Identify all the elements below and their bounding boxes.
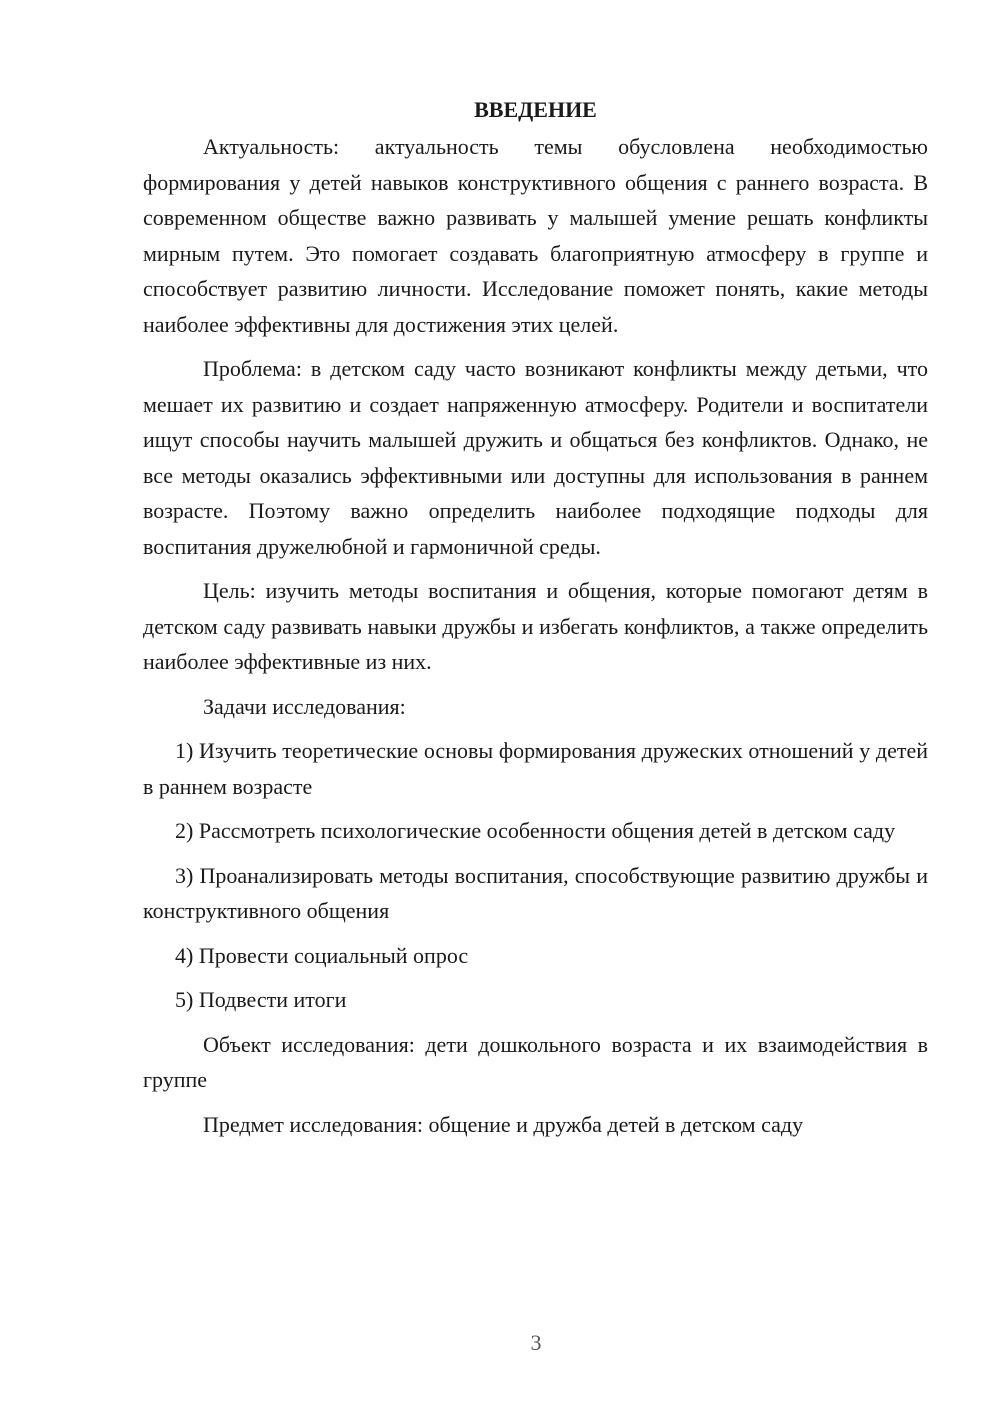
list-item <box>143 938 928 974</box>
task-number: 1) <box>175 738 194 763</box>
problem-paragraph: Проблема: в детском саду часто возникают конфликты между детьми, что мешает их развитию и создает напряженную атмосферу. Родители и воспитатели ищут способы научить малышей дружить и общаться без конфликтов. Однако, не все методы оказались эффективными или доступны для использования в раннем возрасте. Поэтому важно определить наиболее подходящие подходы для воспитания дружелюбной и гармоничной среды. <box>143 356 928 559</box>
list-item <box>143 858 928 929</box>
task-text: Проанализировать методы воспитания, способствующие развитию дружбы и конструктивного общения <box>143 862 928 923</box>
list-item <box>143 982 928 1018</box>
goal-paragraph: Цель: изучить методы воспитания и общения, которые помогают детям в детском саду развивать навыки дружбы и избегать конфликтов, а также определить наиболее эффективные из них. <box>143 578 928 674</box>
task-number: 2) <box>175 818 194 843</box>
tasks-heading: Задачи исследования: <box>203 693 406 719</box>
list-item <box>143 813 928 849</box>
task-number: 3) <box>175 862 194 888</box>
task-number: 5) <box>175 987 194 1012</box>
tasks-list <box>143 733 928 1018</box>
object-paragraph: Объект исследования: дети дошкольного возраста и их взаимодействия в группе <box>143 1031 928 1092</box>
task-text: Провести социальный опрос <box>198 942 469 968</box>
page-number: 3 <box>530 1330 542 1355</box>
list-item <box>143 733 928 804</box>
subject-paragraph: Предмет исследования: общение и дружба детей в детском саду <box>203 1111 804 1137</box>
section-heading: ВВЕДЕНИЕ <box>474 97 597 122</box>
task-number: 4) <box>175 942 194 968</box>
relevance-paragraph: Актуальность: актуальность темы обусловлена необходимостью формирования у детей навыков конструктивного общения с раннего возраста. В современном обществе важно развивать у малышей умение решать конфликты мирным путем. Это помогает создавать благоприятную атмосферу в группе и способствует развитию личности. Исследование поможет понять, какие методы наиболее эффективны для достижения этих целей. <box>143 134 928 337</box>
task-text: Подвести итоги <box>198 987 347 1012</box>
task-text: Изучить теоретические основы формирования дружеских отношений у детей в раннем возрасте <box>143 738 928 799</box>
task-text: Рассмотреть психологические особенности общения детей в детском саду <box>198 818 896 843</box>
document-page <box>143 92 928 1151</box>
